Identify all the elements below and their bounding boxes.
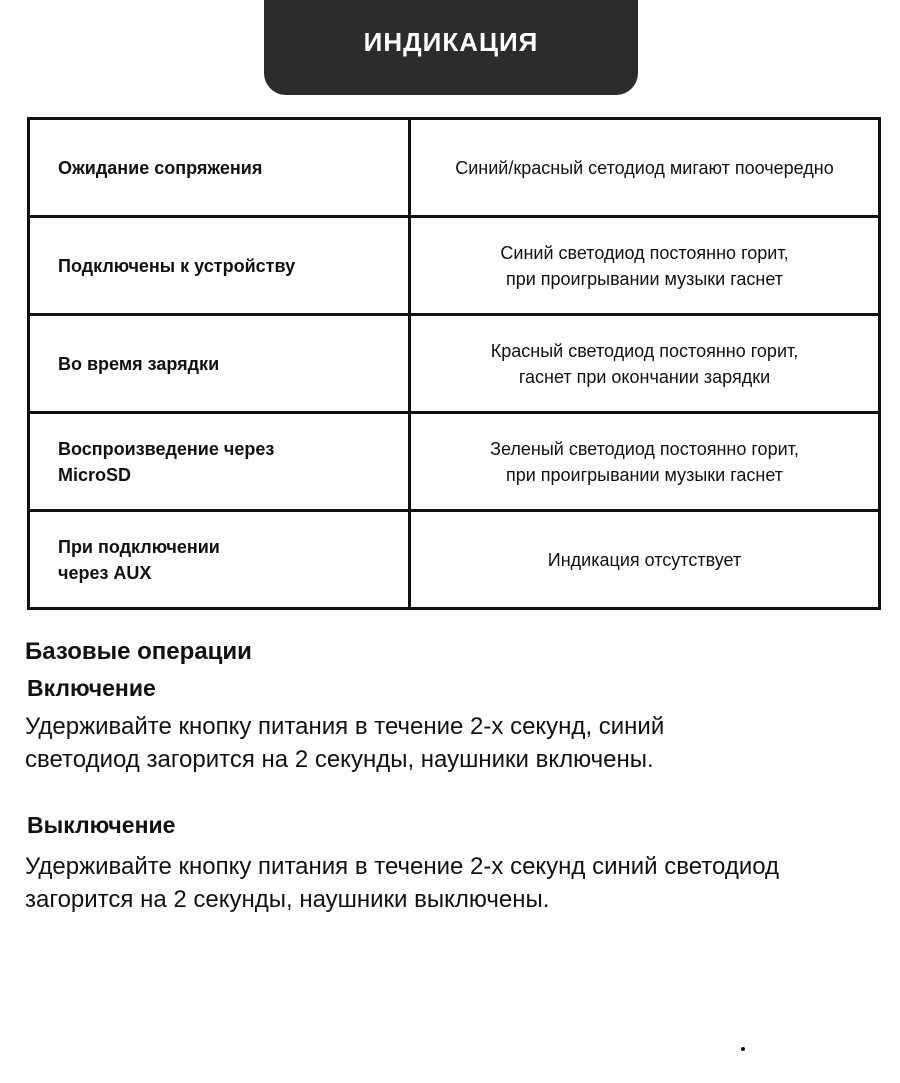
power-off-text: Удерживайте кнопку питания в течение 2-х секунд синий светодиод загорится на 2 секунды, наушники выключены. (25, 853, 780, 913)
indication-table (27, 117, 881, 610)
table-row (29, 511, 880, 609)
table-cell-state: Ожидание сопряжения (29, 119, 410, 217)
table-cell-led: Синий/красный сетодиод мигают поочередно (410, 119, 880, 217)
table-row (29, 119, 880, 217)
table-cell-state: При подключении через AUX (29, 511, 410, 609)
power-on-title: Включение (27, 675, 156, 701)
header-tab (264, 0, 638, 95)
table-row (29, 413, 880, 511)
table-cell-led: Синий светодиод постоянно горит, при проигрывании музыки гаснет (410, 217, 880, 315)
table-row (29, 217, 880, 315)
table-cell-led: Индикация отсутствует (410, 511, 880, 609)
stray-dot (741, 1047, 745, 1051)
table-cell-state: Воспроизведение через MicroSD (29, 413, 410, 511)
table-cell-state: Во время зарядки (29, 315, 410, 413)
table-cell-led: Зеленый светодиод постоянно горит, при проигрывании музыки гаснет (410, 413, 880, 511)
power-off-title: Выключение (27, 812, 176, 838)
power-on-text: Удерживайте кнопку питания в течение 2-х секунд, синий светодиод загорится на 2 секунды, наушники включены. (25, 713, 665, 773)
page-title: ИНДИКАЦИЯ (363, 27, 539, 57)
basic-operations-heading: Базовые операции (25, 638, 252, 665)
table-cell-led: Красный светодиод постоянно горит, гаснет при окончании зарядки (410, 315, 880, 413)
table-cell-state: Подключены к устройству (29, 217, 410, 315)
table-row (29, 315, 880, 413)
